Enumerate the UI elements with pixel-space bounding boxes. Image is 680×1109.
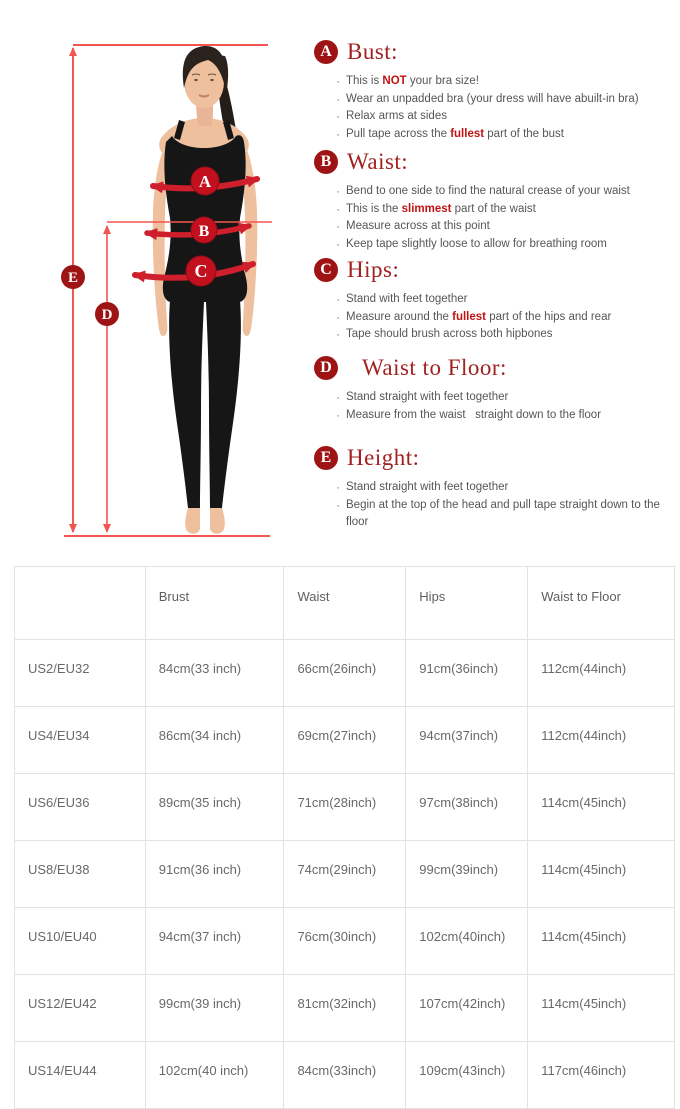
measurement-cell: 74cm(29inch): [284, 841, 406, 908]
header-row: [15, 567, 675, 640]
measurement-cell: 81cm(32inch): [284, 975, 406, 1042]
measurement-cell: 66cm(26inch): [284, 640, 406, 707]
measurement-cell: 84cm(33 inch): [145, 640, 284, 707]
bullet-text: Tape should brush across both hipbones: [346, 328, 553, 340]
size-label-cell: US4/EU34: [15, 707, 146, 774]
guide-bullet: [336, 236, 680, 254]
guide-bullet: [336, 291, 680, 309]
column-header: Waist: [284, 567, 406, 640]
section-title: Bust:: [347, 39, 399, 64]
guide-bullet: [336, 218, 680, 236]
section-heading: [308, 148, 680, 176]
bullet-list: [308, 73, 680, 143]
guide-section-d: [308, 354, 680, 424]
bullet-text: Begin at the top of the head and pull tape straight down to the floor: [346, 498, 664, 528]
size-label-cell: US2/EU32: [15, 640, 146, 707]
marker-badge-b: B: [314, 150, 338, 174]
marker-badge-a: A: [314, 40, 338, 64]
measurement-cell: 99cm(39 inch): [145, 975, 284, 1042]
measurement-cell: 91cm(36 inch): [145, 841, 284, 908]
measurement-cell: 114cm(45inch): [528, 841, 675, 908]
table-row: [15, 975, 675, 1042]
section-heading: [308, 354, 680, 382]
bullet-dot-icon: ·: [336, 219, 340, 233]
waist-marker-label: B: [198, 223, 210, 240]
size-label-cell: US6/EU36: [15, 774, 146, 841]
marker-badge-e: E: [314, 446, 338, 470]
measurement-cell: 114cm(45inch): [528, 975, 675, 1042]
guide-section-c: [308, 256, 680, 344]
section-heading: [308, 38, 680, 66]
column-header: Hips: [406, 567, 528, 640]
measurement-cell: 76cm(30inch): [284, 908, 406, 975]
bullet-dot-icon: ·: [336, 327, 340, 341]
height-marker-label: E: [67, 270, 79, 286]
measurement-cell: 114cm(45inch): [528, 908, 675, 975]
bullet-text: Relax arms at sides: [346, 110, 447, 122]
bullet-text: Wear an unpadded bra (your dress will have abuilt-in bra): [346, 92, 639, 105]
size-chart-header: [15, 567, 675, 640]
column-header: Brust: [145, 567, 284, 640]
bullet-dot-icon: ·: [336, 497, 340, 512]
bullet-dot-icon: ·: [336, 407, 340, 422]
guide-section-a: [308, 38, 680, 143]
measurement-cell: 102cm(40 inch): [145, 1042, 284, 1109]
size-label-cell: US12/EU42: [15, 975, 146, 1042]
bullet-dot-icon: ·: [336, 184, 340, 198]
bullet-text: Measure around the fullest part of the hips and rear: [346, 310, 612, 323]
measurement-cell: 94cm(37inch): [406, 707, 528, 774]
table-row: [15, 774, 675, 841]
size-label-cell: US10/EU40: [15, 908, 146, 975]
measurement-cell: 71cm(28inch): [284, 774, 406, 841]
size-chart-body: [15, 640, 675, 1109]
bullet-dot-icon: ·: [336, 109, 340, 123]
guide-bullet: [336, 389, 680, 407]
model-illustration: [0, 0, 310, 560]
table-row: [15, 908, 675, 975]
measurement-cell: 86cm(34 inch): [145, 707, 284, 774]
guide-section-b: [308, 148, 680, 253]
section-title: Waist:: [347, 149, 409, 174]
measurement-cell: 91cm(36inch): [406, 640, 528, 707]
bullet-text: Stand straight with feet together: [346, 391, 509, 403]
guide-bullet: [336, 91, 680, 109]
bullet-text: Bend to one side to find the natural crease of your waist: [346, 185, 630, 197]
column-header: Waist to Floor: [528, 567, 675, 640]
bullet-text: Measure across at this point: [346, 220, 490, 232]
bullet-text: Pull tape across the fullest part of the bust: [346, 127, 564, 140]
guide-bullet: [336, 326, 680, 344]
bullet-text: Keep tape slightly loose to allow for breathing room: [346, 237, 607, 250]
guide-bullet: [336, 201, 680, 219]
measurement-cell: 94cm(37 inch): [145, 908, 284, 975]
column-header: [15, 567, 146, 640]
bullet-list: [308, 479, 680, 532]
bullet-dot-icon: ·: [336, 74, 340, 88]
guide-bullet: [336, 497, 680, 532]
bullet-dot-icon: ·: [336, 309, 340, 324]
measurement-figure: [0, 0, 310, 560]
bullet-list: [308, 183, 680, 253]
section-title: Hips:: [347, 257, 400, 282]
bust-marker-label: A: [198, 172, 212, 191]
size-label-cell: US8/EU38: [15, 841, 146, 908]
measure-guide: [308, 0, 680, 560]
guide-bullet: [336, 183, 680, 201]
measurement-cell: 114cm(45inch): [528, 774, 675, 841]
table-row: [15, 640, 675, 707]
marker-badge-c: C: [314, 258, 338, 282]
size-chart-table: [14, 566, 675, 1109]
guide-section-e: [308, 444, 680, 532]
bullet-text: This is the slimmest part of the waist: [346, 202, 536, 215]
bullet-dot-icon: ·: [336, 126, 340, 141]
hips-marker-label: C: [194, 261, 208, 281]
bullet-dot-icon: ·: [336, 292, 340, 306]
bullet-dot-icon: ·: [336, 390, 340, 404]
bullet-list: [308, 291, 680, 344]
guide-bullet: [336, 108, 680, 126]
bullet-text: Stand with feet together: [346, 293, 468, 305]
size-label-cell: US14/EU44: [15, 1042, 146, 1109]
section-title: Waist to Floor:: [362, 355, 507, 380]
measurement-cell: 99cm(39inch): [406, 841, 528, 908]
table-row: [15, 1042, 675, 1109]
section-heading: [308, 256, 680, 284]
model-photo: [153, 46, 258, 534]
measurement-cell: 97cm(38inch): [406, 774, 528, 841]
measurement-cell: 109cm(43inch): [406, 1042, 528, 1109]
measurement-cell: 112cm(44inch): [528, 640, 675, 707]
bullet-dot-icon: ·: [336, 236, 340, 251]
bullet-dot-icon: ·: [336, 480, 340, 494]
table-row: [15, 707, 675, 774]
bullet-list: [308, 389, 680, 424]
table-row: [15, 841, 675, 908]
guide-bullet: [336, 479, 680, 497]
measurement-cell: 112cm(44inch): [528, 707, 675, 774]
guide-bullet: [336, 126, 680, 144]
measurement-cell: 89cm(35 inch): [145, 774, 284, 841]
bullet-text: This is NOT your bra size!: [346, 75, 479, 87]
bullet-text: Measure from the waist straight down to the floor: [346, 408, 602, 421]
bullet-dot-icon: ·: [336, 91, 340, 106]
section-heading: [308, 444, 680, 472]
section-title: Height:: [347, 445, 420, 470]
guide-bullet: [336, 407, 680, 425]
bullet-dot-icon: ·: [336, 201, 340, 216]
marker-badge-d: D: [314, 356, 338, 380]
waist-to-floor-marker-label: D: [101, 307, 113, 323]
guide-bullet: [336, 73, 680, 91]
guide-bullet: [336, 309, 680, 327]
measurement-cell: 84cm(33inch): [284, 1042, 406, 1109]
measurement-cell: 69cm(27inch): [284, 707, 406, 774]
bullet-text: Stand straight with feet together: [346, 481, 509, 493]
measurement-cell: 102cm(40inch): [406, 908, 528, 975]
measurement-cell: 117cm(46inch): [528, 1042, 675, 1109]
measurement-cell: 107cm(42inch): [406, 975, 528, 1042]
